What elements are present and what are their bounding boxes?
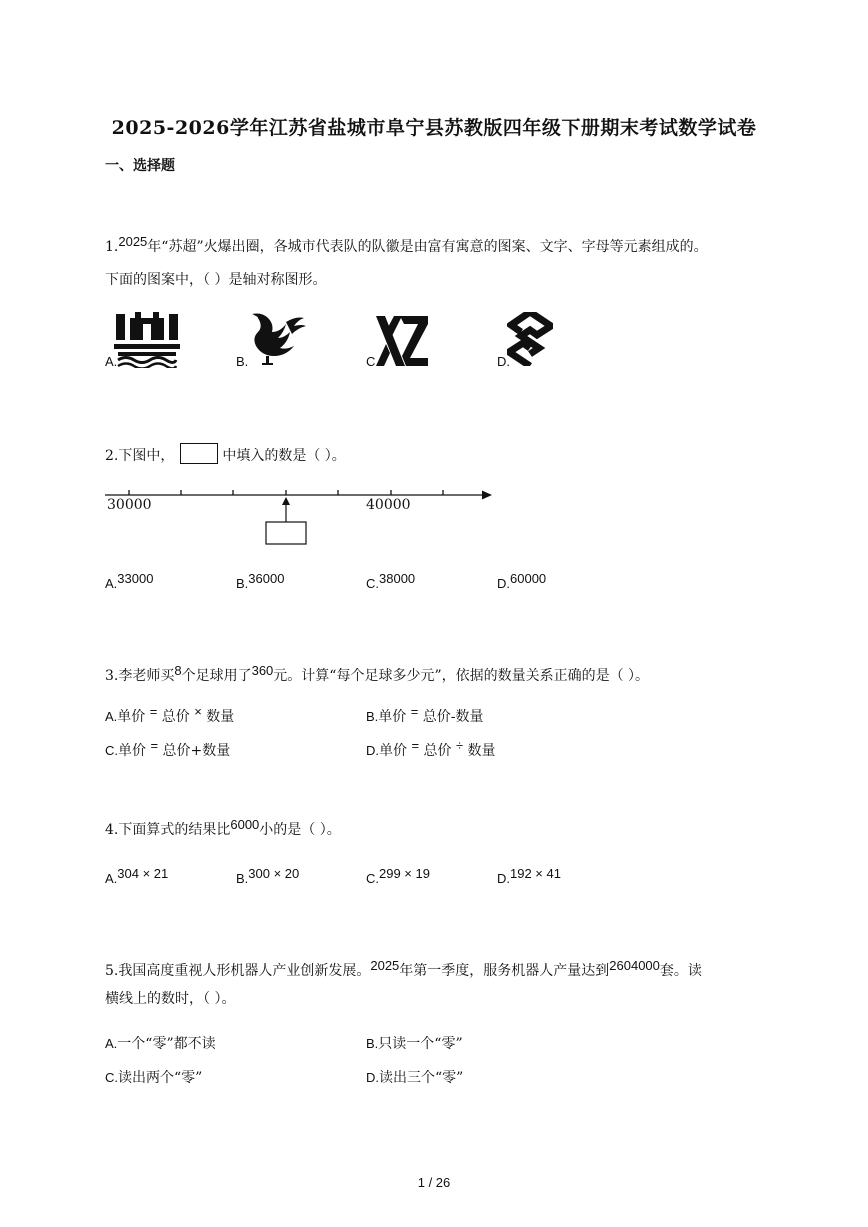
option-a: A.一个“零”都不读 <box>105 1036 216 1052</box>
option-c-label: C. <box>366 354 379 369</box>
question-2-text <box>105 443 346 466</box>
option-c: C.299 × 19 <box>366 866 430 886</box>
answer-box <box>180 443 218 464</box>
castle-emblem-icon <box>114 310 180 368</box>
axis-label-40000: 40000 <box>366 497 411 513</box>
question-text: 年“苏超”火爆出圈，各城市代表队的队徽是由富有寓意的图案、文字、字母等元素组成的。 <box>147 239 708 255</box>
option-b-label: B. <box>236 354 249 369</box>
option-d: D.单价 = 总价 ÷ 数量 <box>366 738 496 759</box>
option-c: C.38000 <box>366 571 416 591</box>
option-a: A.33000 <box>105 571 154 591</box>
option-d: D.192 × 41 <box>497 866 561 886</box>
year-number: 2025 <box>118 234 148 249</box>
option-a: A.304 × 21 <box>105 866 169 886</box>
question-1-line-1 <box>105 232 708 257</box>
s-knot-icon <box>507 312 553 366</box>
question-1-line-2: 下面的图案中，（ ）是轴对称图形。 <box>105 272 327 288</box>
phoenix-emblem-icon <box>246 310 308 368</box>
question-5-line-2: 横线上的数时，（ ）。 <box>105 991 236 1007</box>
option-a-label: A. <box>105 354 118 369</box>
section-heading: 一、选择题 <box>105 158 175 174</box>
option-d-label: D. <box>497 354 510 369</box>
question-text: 中填入的数是（ ）。 <box>222 448 346 464</box>
pointer-arrow <box>282 497 290 505</box>
page-title: 2025-2026学年江苏省盐城市阜宁县苏教版四年级下册期末考试数学试卷 <box>111 117 757 139</box>
question-text: 2.下图中， <box>105 448 175 464</box>
option-b: B.300 × 20 <box>236 866 300 886</box>
option-a: A.单价 = 总价 × 数量 <box>105 704 235 725</box>
option-c: C.读出两个“零” <box>105 1070 203 1086</box>
question-5-line-1: 5.我国高度重视人形机器人产业创新发展。2025年第一季度，服务机器人产量达到2604000套。读 <box>105 958 702 979</box>
question-number: 1. <box>105 239 119 255</box>
option-b: B.单价 = 总价-数量 <box>366 704 484 725</box>
question-3-text: 3.李老师买8个足球用了360元。计算“每个足球多少元”，依据的数量关系正确的是（ ）。 <box>105 663 650 684</box>
question-4-text: 4.下面算式的结果比6000小的是（ ）。 <box>105 817 341 838</box>
xz-letters-icon <box>376 316 428 366</box>
option-b: B.36000 <box>236 571 285 591</box>
option-c: C.单价 = 总价+数量 <box>105 738 231 759</box>
option-d: D.读出三个“零” <box>366 1070 464 1086</box>
option-b: B.只读一个“零” <box>366 1036 463 1052</box>
axis-arrow <box>482 491 492 500</box>
number-line <box>100 478 500 550</box>
answer-box <box>266 522 306 544</box>
option-d: D.60000 <box>497 571 547 591</box>
page-number: 1 / 26 <box>417 1175 451 1190</box>
axis-label-30000: 30000 <box>107 497 152 513</box>
